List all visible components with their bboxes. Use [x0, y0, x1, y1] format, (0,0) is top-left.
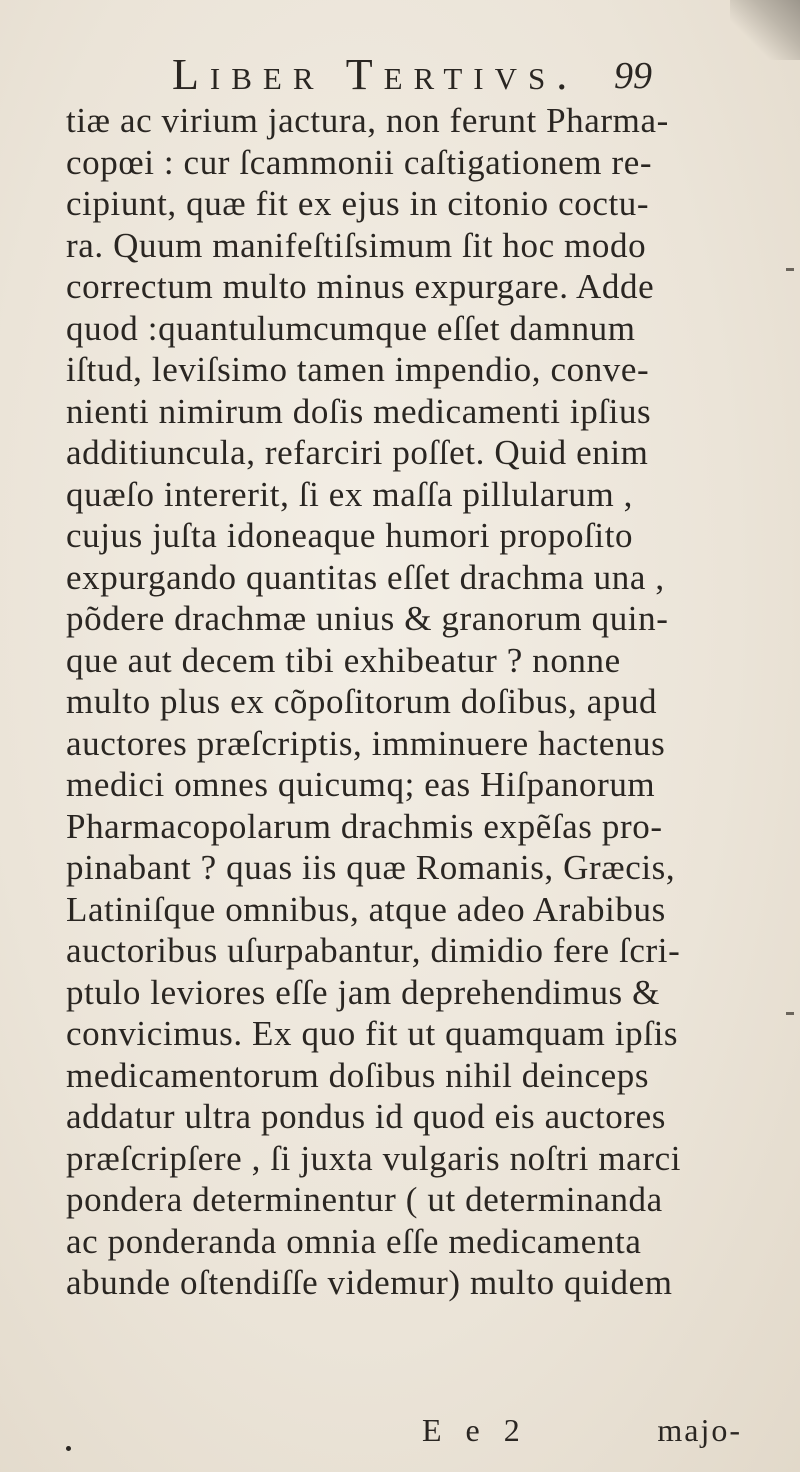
text-line: quæſo intererit, ſi ex maſſa pillularum , [66, 474, 633, 514]
text-line: correctum multo minus expurgare. Adde [66, 267, 655, 306]
text-line: auctoribus uſurpabantur, dimidio fere ſcri- [66, 931, 681, 970]
text-line: præſcripſere , ſi juxta vulgaris noſtri marci [66, 1138, 682, 1178]
text-line: cujus juſta idoneaque humori propoſito [66, 516, 634, 555]
text-line: additiuncula, refarciri poſſet. Quid enim [66, 433, 649, 472]
page-header [172, 50, 652, 100]
text-line: Pharmacopolarum drachmis expẽſas pro- [66, 806, 663, 846]
ink-speck [66, 1446, 71, 1451]
body-text [66, 100, 786, 1304]
page-corner-fold [730, 0, 800, 60]
catchword: majo- [657, 1412, 742, 1448]
text-line: pinabant ? quas iis quæ Romanis, Græcis, [66, 848, 676, 887]
text-line: convicimus. Ex quo fit ut quamquam ipſis [66, 1014, 679, 1053]
text-line: Latiniſque omnibus, atque adeo Arabibus [66, 889, 666, 929]
text-line: pondera determinentur ( ut determinanda [66, 1180, 663, 1219]
text-line: iſtud, leviſsimo tamen impendio, conve- [66, 350, 650, 389]
text-line: quod :quantulumcumque eſſet damnum [66, 308, 636, 348]
text-line: auctores præſcriptis, imminuere hactenus [66, 723, 666, 763]
margin-mark [786, 1012, 794, 1015]
page-footer [422, 1410, 742, 1450]
text-line: que aut decem tibi exhibeatur ? nonne [66, 640, 621, 680]
text-line: abunde oſtendiſſe videmur) multo quidem [66, 1263, 673, 1302]
margin-mark [786, 268, 794, 271]
text-line: tiæ ac virium jactura, non ferunt Pharma- [66, 101, 669, 140]
text-line: copœi : cur ſcammonii caſtigationem re- [66, 142, 653, 182]
text-line: ac ponderanda omnia eſſe medicamenta [66, 1221, 642, 1261]
text-line: põdere drachmæ unius & granorum quin- [66, 599, 669, 638]
page-number: 99 [614, 55, 652, 97]
text-line: multo plus ex cõpoſitorum doſibus, apud [66, 682, 658, 721]
text-line: ptulo leviores eſſe jam deprehendimus & [66, 972, 660, 1012]
text-line: nienti nimirum doſis medicamenti ipſius [66, 391, 652, 431]
text-line: ra. Quum manifeſtiſsimum ſit hoc modo [66, 225, 647, 265]
text-line: medici omnes quicumq; eas Hiſpanorum [66, 765, 656, 804]
signature-mark: E e 2 [422, 1412, 528, 1448]
running-title: Liber Tertivs. [172, 50, 579, 99]
text-line: addatur ultra pondus id quod eis auctores [66, 1097, 667, 1136]
text-line: expurgando quantitas eſſet drachma una , [66, 557, 665, 597]
text-line: cipiunt, quæ fit ex ejus in citonio coctu- [66, 184, 650, 223]
text-line: medicamentorum doſibus nihil deinceps [66, 1055, 650, 1095]
